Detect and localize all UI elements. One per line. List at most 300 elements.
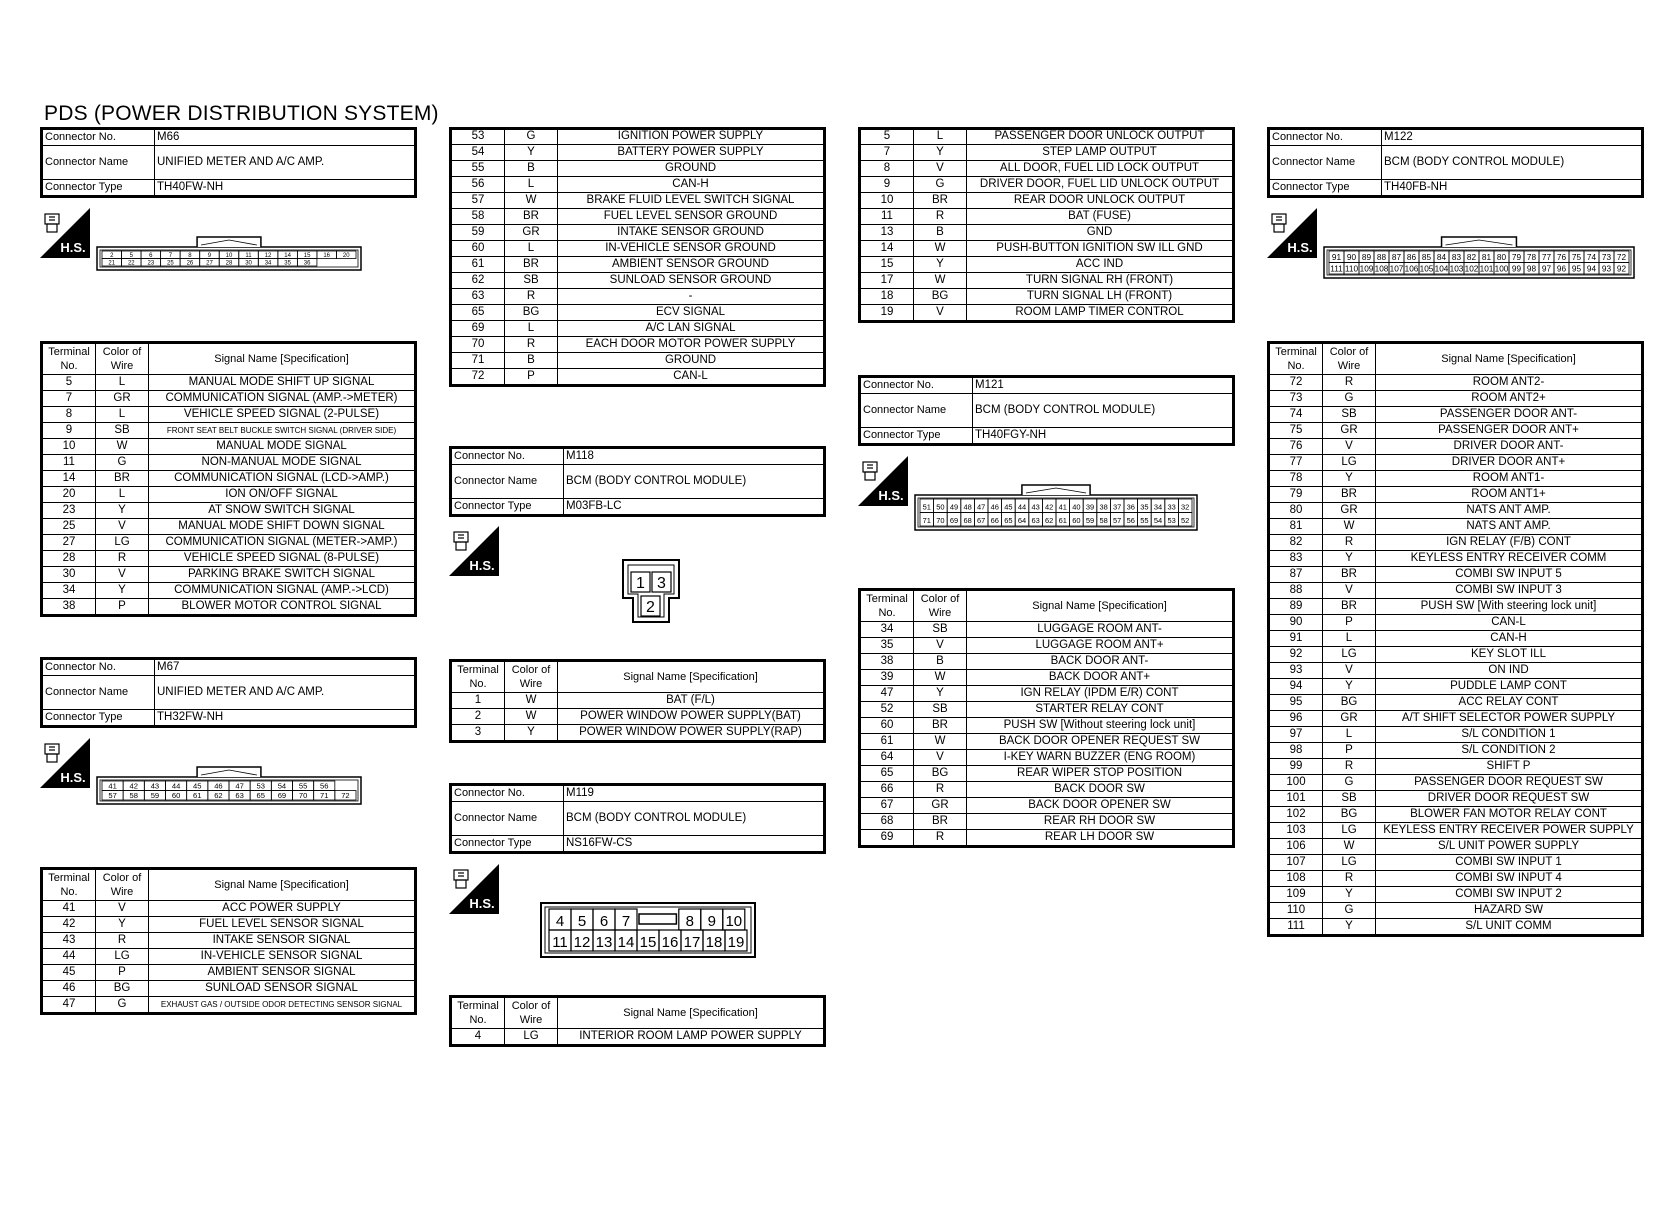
terminal-cell: 17 xyxy=(860,273,914,289)
signal-cell: S/L CONDITION 2 xyxy=(1376,743,1643,759)
info-label: Connector Type xyxy=(451,499,564,516)
color-cell: L xyxy=(1323,631,1376,647)
signal-cell: ION ON/OFF SIGNAL xyxy=(149,487,416,503)
color-cell: BG xyxy=(914,766,967,782)
color-cell: R xyxy=(1323,375,1376,391)
signal-cell: CAN-L xyxy=(1376,615,1643,631)
table-row xyxy=(860,193,1234,209)
color-cell: P xyxy=(96,599,149,616)
pin-number: 55 xyxy=(298,781,308,791)
signal-cell: SUNLOAD SENSOR SIGNAL xyxy=(149,981,416,997)
hs-harness-side-icon xyxy=(449,526,499,576)
pin-number: 65 xyxy=(1004,516,1013,526)
signal-cell: COMBI SW INPUT 3 xyxy=(1376,583,1643,599)
info-value: TH40FB-NH xyxy=(1382,180,1643,197)
pin-number: 63 xyxy=(235,790,244,800)
pin-number: 9 xyxy=(207,252,212,259)
terminal-cell: 108 xyxy=(1269,871,1323,887)
signal-cell: ALL DOOR, FUEL LID LOCK OUTPUT xyxy=(967,161,1234,177)
pin-number: 8 xyxy=(188,252,192,259)
terminal-cell: 25 xyxy=(42,519,96,535)
info-label: Connector No. xyxy=(42,659,155,676)
pin-number: 16 xyxy=(661,933,679,951)
signal-cell: ON IND xyxy=(1376,663,1643,679)
pin-number: 41 xyxy=(1058,502,1067,512)
terminal-cell: 23 xyxy=(42,503,96,519)
pin-number: 14 xyxy=(284,252,291,259)
signal-cell: ECV SIGNAL xyxy=(558,305,825,321)
terminal-cell: 110 xyxy=(1269,903,1323,919)
signal-cell: BRAKE FLUID LEVEL SWITCH SIGNAL xyxy=(558,193,825,209)
table-row xyxy=(42,965,416,981)
m67-info xyxy=(40,657,417,728)
terminal-cell: 55 xyxy=(451,161,505,177)
pin-number: 71 xyxy=(320,790,329,800)
connector-face-svg xyxy=(621,558,681,624)
info-row xyxy=(860,428,1234,445)
signal-table-header xyxy=(451,997,825,1029)
color-cell: LG xyxy=(1323,455,1376,471)
m118-signal-table xyxy=(449,659,826,743)
pin-number: 5 xyxy=(577,912,587,930)
terminal-cell: 109 xyxy=(1269,887,1323,903)
pin-number: 4 xyxy=(555,912,565,930)
pin-number: 43 xyxy=(150,781,160,791)
terminal-cell: 52 xyxy=(860,702,914,718)
table-row xyxy=(1269,887,1643,903)
color-cell: Y xyxy=(914,257,967,273)
table-row xyxy=(451,177,825,193)
pin-number: 28 xyxy=(225,260,233,267)
pin-number: 109 xyxy=(1359,264,1374,274)
pin-number: 47 xyxy=(235,781,244,791)
color-cell: R xyxy=(914,782,967,798)
table-row xyxy=(42,997,416,1014)
terminal-cell: 97 xyxy=(1269,727,1323,743)
table-row xyxy=(1269,503,1643,519)
table-row xyxy=(42,599,416,616)
color-cell: GR xyxy=(1323,711,1376,727)
table-row xyxy=(860,145,1234,161)
pin-number: 58 xyxy=(129,790,138,800)
signal-cell: I-KEY WARN BUZZER (ENG ROOM) xyxy=(967,750,1234,766)
table-row xyxy=(1269,599,1643,615)
header-color: Color of Wire xyxy=(505,997,558,1029)
pin-number: 69 xyxy=(277,790,287,800)
signal-cell: IGNITION POWER SUPPLY xyxy=(558,129,825,145)
color-cell: G xyxy=(96,455,149,471)
signal-cell: POWER WINDOW POWER SUPPLY(BAT) xyxy=(558,709,825,725)
signal-cell: ROOM LAMP TIMER CONTROL xyxy=(967,305,1234,322)
table-row xyxy=(1269,775,1643,791)
signal-table-header xyxy=(860,590,1234,622)
color-cell: BR xyxy=(914,718,967,734)
m66-signal-table xyxy=(40,341,417,617)
pin-number: 71 xyxy=(922,516,931,526)
terminal-cell: 43 xyxy=(42,933,96,949)
color-cell: W xyxy=(914,241,967,257)
terminal-cell: 38 xyxy=(860,654,914,670)
terminal-cell: 75 xyxy=(1269,423,1323,439)
signal-cell: EACH DOOR MOTOR POWER SUPPLY xyxy=(558,337,825,353)
pin-number: 111 xyxy=(1330,264,1343,274)
pin-number: 63 xyxy=(1031,516,1040,526)
pin-number: 52 xyxy=(1181,516,1190,526)
color-cell: BR xyxy=(505,257,558,273)
color-cell: B xyxy=(914,654,967,670)
pin-number: 37 xyxy=(1113,502,1122,512)
pin-number: 36 xyxy=(1126,502,1135,512)
info-value: TH32FW-NH xyxy=(155,710,416,727)
hs-icon xyxy=(40,738,90,788)
signal-cell: CAN-H xyxy=(558,177,825,193)
pin-number: 7 xyxy=(621,912,631,930)
signal-cell: MANUAL MODE SHIFT DOWN SIGNAL xyxy=(149,519,416,535)
terminal-cell: 66 xyxy=(860,782,914,798)
pin-number: 66 xyxy=(990,516,999,526)
info-label: Connector Name xyxy=(1269,146,1382,180)
pin-number: 108 xyxy=(1374,264,1389,274)
terminal-cell: 5 xyxy=(860,129,914,145)
pin-number: 100 xyxy=(1494,264,1509,274)
signal-cell: PUSH SW [Without steering lock unit] xyxy=(967,718,1234,734)
pin-number: 41 xyxy=(108,781,117,791)
pin-number: 58 xyxy=(1099,516,1108,526)
pin-number: 49 xyxy=(949,502,959,512)
pin-number: 17 xyxy=(683,933,701,951)
color-cell: W xyxy=(914,273,967,289)
color-cell: P xyxy=(96,965,149,981)
header-signal: Signal Name [Specification] xyxy=(558,997,825,1029)
table-row xyxy=(860,814,1234,830)
terminal-cell: 83 xyxy=(1269,551,1323,567)
color-cell: SB xyxy=(96,423,149,439)
signal-cell: PUSH SW [With steering lock unit] xyxy=(1376,599,1643,615)
pin-number: 5 xyxy=(129,252,133,259)
m121-connector-diagram xyxy=(914,483,1198,531)
pin-number: 90 xyxy=(1346,252,1357,262)
header-color: Color of Wire xyxy=(1323,343,1376,375)
info-label: Connector Name xyxy=(42,676,155,710)
info-row xyxy=(451,785,825,802)
signal-cell: PASSENGER DOOR ANT- xyxy=(1376,407,1643,423)
pin-number: 102 xyxy=(1464,264,1479,274)
table-row xyxy=(1269,615,1643,631)
signal-cell: REAR LH DOOR SW xyxy=(967,830,1234,847)
color-cell: BR xyxy=(1323,487,1376,503)
info-row xyxy=(42,180,416,197)
table-row xyxy=(451,709,825,725)
pin-number: 32 xyxy=(1181,502,1190,512)
terminal-cell: 19 xyxy=(860,305,914,322)
color-cell: G xyxy=(505,129,558,145)
pin-number: 80 xyxy=(1496,252,1507,262)
color-cell: P xyxy=(1323,743,1376,759)
terminal-cell: 99 xyxy=(1269,759,1323,775)
hs-harness-side-icon xyxy=(449,864,499,914)
signal-cell: NATS ANT AMP. xyxy=(1376,519,1643,535)
color-cell: Y xyxy=(914,145,967,161)
table-row xyxy=(451,193,825,209)
info-value: M119 xyxy=(564,785,825,802)
color-cell: L xyxy=(1323,727,1376,743)
hs-harness-side-icon xyxy=(40,208,90,258)
terminal-cell: 30 xyxy=(42,567,96,583)
hs-label: H.S. xyxy=(878,488,904,503)
pin-number: 77 xyxy=(1541,252,1552,262)
terminal-cell: 7 xyxy=(860,145,914,161)
pin-number: 56 xyxy=(320,781,329,791)
terminal-cell: 5 xyxy=(42,375,96,391)
color-cell: SB xyxy=(1323,791,1376,807)
color-cell: V xyxy=(914,305,967,322)
pin-number: 53 xyxy=(1167,516,1176,526)
signal-cell: IN-VEHICLE SENSOR SIGNAL xyxy=(149,949,416,965)
color-cell: G xyxy=(1323,391,1376,407)
pin-number: 70 xyxy=(298,790,308,800)
info-value: BCM (BODY CONTROL MODULE) xyxy=(1382,146,1643,180)
info-label: Connector Name xyxy=(860,394,973,428)
terminal-cell: 73 xyxy=(1269,391,1323,407)
pin-number: 68 xyxy=(963,516,972,526)
pin-number: 73 xyxy=(1601,252,1612,262)
info-row xyxy=(42,676,416,710)
info-value: TH40FGY-NH xyxy=(973,428,1234,445)
color-cell: V xyxy=(1323,439,1376,455)
pin-number: 10 xyxy=(725,912,743,930)
terminal-cell: 91 xyxy=(1269,631,1323,647)
color-cell: L xyxy=(96,487,149,503)
info-label: Connector Type xyxy=(42,710,155,727)
table-row xyxy=(1269,487,1643,503)
signal-cell: KEYLESS ENTRY RECEIVER COMM xyxy=(1376,551,1643,567)
pin-number: 70 xyxy=(936,516,945,526)
terminal-cell: 100 xyxy=(1269,775,1323,791)
pin-number: 96 xyxy=(1556,264,1567,274)
pin-number: 67 xyxy=(977,516,986,526)
signal-table xyxy=(1267,341,1644,937)
color-cell: Y xyxy=(1323,551,1376,567)
table-row xyxy=(1269,807,1643,823)
color-cell: Y xyxy=(505,725,558,742)
info-label: Connector Name xyxy=(451,465,564,499)
signal-cell: LUGGAGE ROOM ANT- xyxy=(967,622,1234,638)
pin-number: 2 xyxy=(110,252,114,259)
color-cell: SB xyxy=(505,273,558,289)
info-value: M118 xyxy=(564,448,825,465)
terminal-cell: 14 xyxy=(42,471,96,487)
color-cell: P xyxy=(1323,615,1376,631)
signal-cell: NON-MANUAL MODE SIGNAL xyxy=(149,455,416,471)
info-row xyxy=(451,802,825,836)
pin-number: 62 xyxy=(214,790,223,800)
table-row xyxy=(1269,583,1643,599)
info-label: Connector Name xyxy=(451,802,564,836)
pin-number: 72 xyxy=(1616,252,1627,262)
pin-number: 61 xyxy=(193,790,202,800)
pin-number: 98 xyxy=(1526,264,1537,274)
connector-face-svg xyxy=(96,765,362,805)
color-cell: Y xyxy=(96,503,149,519)
m66-info xyxy=(40,127,417,198)
color-cell: BR xyxy=(96,471,149,487)
signal-table xyxy=(449,659,826,743)
m67-signal-table xyxy=(40,867,417,1015)
table-row xyxy=(42,901,416,917)
signal-cell: IGN RELAY (F/B) CONT xyxy=(1376,535,1643,551)
table-row xyxy=(42,917,416,933)
hs-icon xyxy=(858,456,908,506)
color-cell: V xyxy=(914,161,967,177)
signal-cell: COMBI SW INPUT 2 xyxy=(1376,887,1643,903)
pin-number: 53 xyxy=(256,781,265,791)
pin-number: 78 xyxy=(1526,252,1537,262)
color-cell: R xyxy=(1323,871,1376,887)
m122-connector-diagram xyxy=(1323,235,1635,279)
pin-number: 2 xyxy=(646,599,655,616)
pin-number: 36 xyxy=(303,260,311,267)
table-row xyxy=(451,305,825,321)
connector-latch xyxy=(197,767,261,777)
pin-number: 101 xyxy=(1479,264,1494,274)
pin-number: 42 xyxy=(129,781,138,791)
terminal-cell: 10 xyxy=(860,193,914,209)
terminal-cell: 111 xyxy=(1269,919,1323,936)
table-row xyxy=(860,670,1234,686)
terminal-cell: 10 xyxy=(42,439,96,455)
table-row xyxy=(42,583,416,599)
pin-number: 60 xyxy=(171,790,181,800)
info-label: Connector No. xyxy=(860,377,973,394)
table-row xyxy=(451,225,825,241)
table-row xyxy=(1269,903,1643,919)
signal-cell: ROOM ANT2- xyxy=(1376,375,1643,391)
info-value: UNIFIED METER AND A/C AMP. xyxy=(155,676,416,710)
terminal-cell: 60 xyxy=(451,241,505,257)
signal-cell: BAT (FUSE) xyxy=(967,209,1234,225)
signal-cell: AMBIENT SENSOR SIGNAL xyxy=(149,965,416,981)
table-row xyxy=(860,798,1234,814)
signal-cell: STEP LAMP OUTPUT xyxy=(967,145,1234,161)
pin-number: 6 xyxy=(599,912,609,930)
signal-cell: PASSENGER DOOR UNLOCK OUTPUT xyxy=(967,129,1234,145)
color-cell: P xyxy=(505,369,558,386)
color-cell: L xyxy=(914,129,967,145)
signal-cell: VEHICLE SPEED SIGNAL (2-PULSE) xyxy=(149,407,416,423)
terminal-cell: 87 xyxy=(1269,567,1323,583)
pin-number: 93 xyxy=(1601,264,1612,274)
terminal-cell: 107 xyxy=(1269,855,1323,871)
table-row xyxy=(451,369,825,386)
pin-number: 13 xyxy=(595,933,613,951)
color-cell: GR xyxy=(1323,423,1376,439)
pin-number: 9 xyxy=(707,912,716,930)
pin-number: 104 xyxy=(1434,264,1449,274)
pin-number: 97 xyxy=(1541,264,1552,274)
terminal-cell: 72 xyxy=(1269,375,1323,391)
signal-cell: COMMUNICATION SIGNAL (METER->AMP.) xyxy=(149,535,416,551)
signal-cell: S/L UNIT POWER SUPPLY xyxy=(1376,839,1643,855)
pin-number: 76 xyxy=(1556,252,1567,262)
signal-cell: ACC RELAY CONT xyxy=(1376,695,1643,711)
terminal-cell: 45 xyxy=(42,965,96,981)
color-cell: GR xyxy=(1323,503,1376,519)
terminal-cell: 27 xyxy=(42,535,96,551)
pin-number: 30 xyxy=(245,260,252,267)
m121-info xyxy=(858,375,1235,446)
pin-number: 38 xyxy=(1099,502,1108,512)
color-cell: BR xyxy=(914,193,967,209)
table-row xyxy=(451,1029,825,1046)
terminal-cell: 39 xyxy=(860,670,914,686)
terminal-cell: 92 xyxy=(1269,647,1323,663)
signal-cell: BATTERY POWER SUPPLY xyxy=(558,145,825,161)
table-row xyxy=(1269,455,1643,471)
terminal-cell: 2 xyxy=(451,709,505,725)
m122-signal-table xyxy=(1267,341,1644,937)
info-value: TH40FW-NH xyxy=(155,180,416,197)
signal-cell: AT SNOW SWITCH SIGNAL xyxy=(149,503,416,519)
signal-cell: ACC POWER SUPPLY xyxy=(149,901,416,917)
pin-number: 22 xyxy=(127,260,135,267)
connector-latch xyxy=(1022,485,1090,495)
signal-table xyxy=(858,588,1235,848)
signal-cell: MANUAL MODE SIGNAL xyxy=(149,439,416,455)
color-cell: LG xyxy=(1323,855,1376,871)
color-cell: B xyxy=(505,353,558,369)
terminal-cell: 63 xyxy=(451,289,505,305)
info-label: Connector No. xyxy=(42,129,155,146)
pin-number: 56 xyxy=(1126,516,1135,526)
table-row xyxy=(1269,791,1643,807)
pin-number: 33 xyxy=(1167,502,1176,512)
terminal-cell: 94 xyxy=(1269,679,1323,695)
table-row xyxy=(860,718,1234,734)
terminal-cell: 62 xyxy=(451,273,505,289)
terminal-cell: 82 xyxy=(1269,535,1323,551)
signal-cell: NATS ANT AMP. xyxy=(1376,503,1643,519)
terminal-cell: 46 xyxy=(42,981,96,997)
color-cell: R xyxy=(96,551,149,567)
color-cell: BG xyxy=(1323,807,1376,823)
signal-cell: POWER WINDOW POWER SUPPLY(RAP) xyxy=(558,725,825,742)
color-cell: G xyxy=(914,177,967,193)
terminal-cell: 95 xyxy=(1269,695,1323,711)
terminal-cell: 42 xyxy=(42,917,96,933)
table-row xyxy=(42,407,416,423)
m66-connector-diagram xyxy=(96,235,362,271)
color-cell: SB xyxy=(914,622,967,638)
terminal-cell: 96 xyxy=(1269,711,1323,727)
signal-table xyxy=(40,867,417,1015)
pin-number: 55 xyxy=(1140,516,1149,526)
pin-number: 20 xyxy=(342,252,350,259)
signal-cell: BACK DOOR OPENER REQUEST SW xyxy=(967,734,1234,750)
pin-number: 7 xyxy=(168,252,173,259)
color-cell: Y xyxy=(914,686,967,702)
pin-number: 61 xyxy=(1058,516,1067,526)
color-cell: V xyxy=(96,901,149,917)
m118-connector-diagram xyxy=(621,558,681,624)
signal-table-header xyxy=(42,869,416,901)
signal-cell: PUDDLE LAMP CONT xyxy=(1376,679,1643,695)
table-row xyxy=(1269,663,1643,679)
table-row xyxy=(1269,647,1643,663)
table-row xyxy=(1269,567,1643,583)
terminal-cell: 20 xyxy=(42,487,96,503)
terminal-cell: 89 xyxy=(1269,599,1323,615)
pin-number: 59 xyxy=(1085,516,1095,526)
